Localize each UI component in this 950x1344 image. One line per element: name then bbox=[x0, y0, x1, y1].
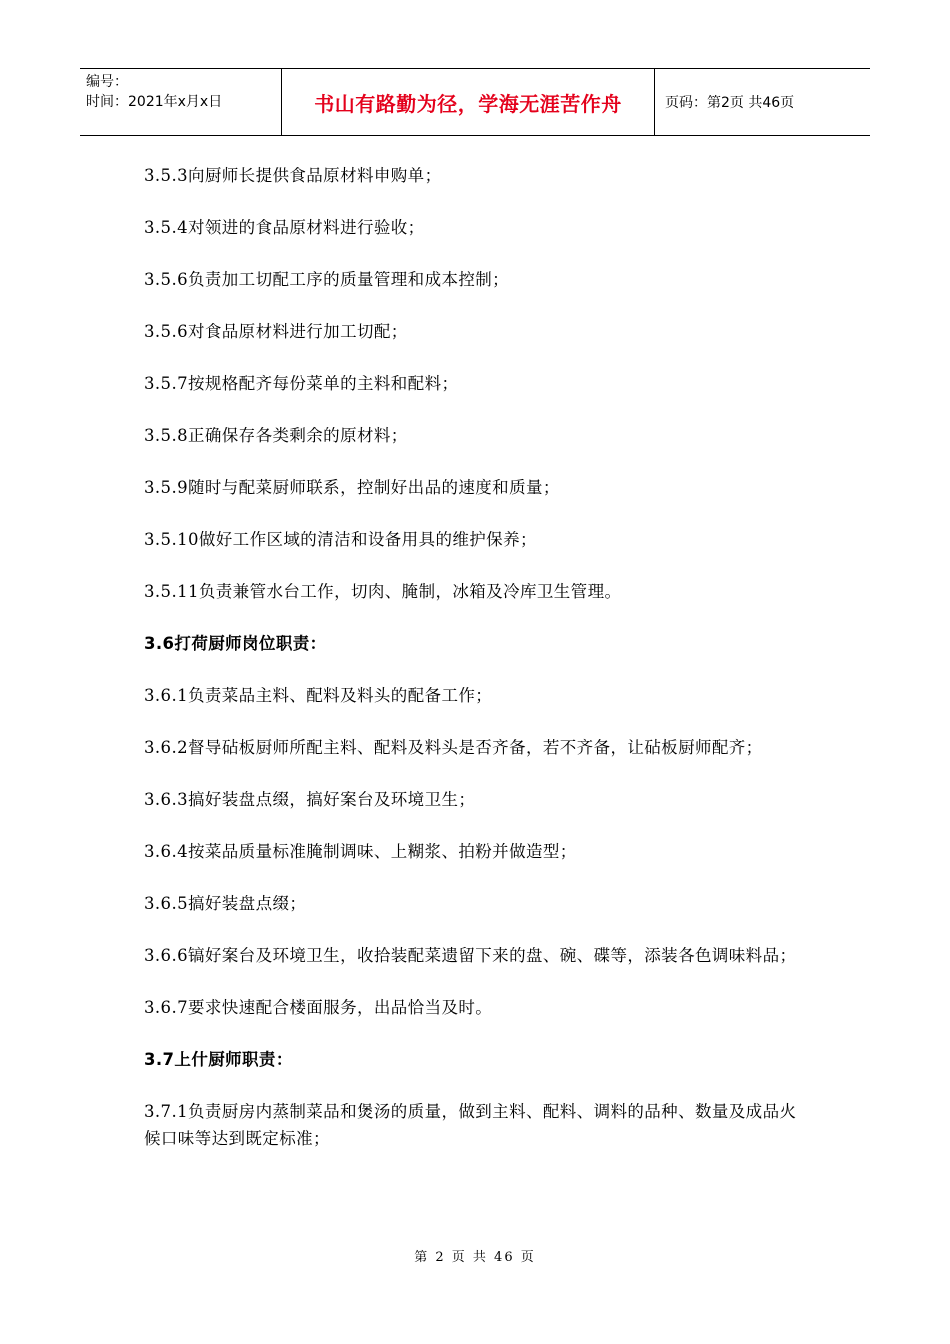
paragraph-3-6-6: 3.6.6镐好案台及环境卫生，收拾装配菜遗留下来的盘、碗、碟等，添装各色调味料品； bbox=[144, 946, 797, 965]
paragraph-3-6-5: 3.6.5搞好装盘点缀； bbox=[144, 894, 307, 913]
paragraph-3-5-6b: 3.5.6对食品原材料进行加工切配； bbox=[144, 322, 408, 341]
paragraph-3-6-4: 3.6.4按菜品质量标准腌制调味、上糊浆、拍粉并做造型； bbox=[144, 842, 577, 861]
paragraph-3-5-4: 3.5.4对领进的食品原材料进行验收； bbox=[144, 218, 425, 237]
paragraph-3-5-8: 3.5.8正确保存各类剩余的原材料； bbox=[144, 426, 408, 445]
paragraph-3-5-7: 3.5.7按规格配齐每份菜单的主料和配料； bbox=[144, 374, 459, 393]
paragraph-3-6-1: 3.6.1负责菜品主料、配料及料头的配备工作； bbox=[144, 686, 493, 705]
paragraph-3-5-10: 3.5.10做好工作区域的清洁和设备用具的维护保养； bbox=[144, 530, 537, 549]
header-meta bbox=[80, 69, 282, 135]
paragraph-3-6-7: 3.6.7要求快速配合楼面服务，出品恰当及时。 bbox=[144, 998, 493, 1017]
page-header bbox=[80, 68, 870, 136]
document-body bbox=[144, 162, 812, 1177]
page-footer: 第 2 页 共 46 页 bbox=[414, 1250, 536, 1265]
paragraph-3-5-11: 3.5.11负责兼管水台工作，切肉、腌制，冰箱及冷库卫生管理。 bbox=[144, 582, 622, 601]
paragraph-3-7-1: 3.7.1负责厨房内蒸制菜品和煲汤的质量，做到主料、配料、调料的品种、数量及成品火候口味等达到既定标准； bbox=[144, 1102, 797, 1148]
document-number-label: 编号： bbox=[86, 74, 128, 90]
header-page-info: 页码：第2页 共46页 bbox=[665, 95, 795, 111]
header-motto: 书山有路勤为径，学海无涯苦作舟 bbox=[282, 69, 655, 135]
document-date: 时间：2021年x月x日 bbox=[86, 94, 223, 110]
section-heading-3-7: 3.7上什厨师职责： bbox=[144, 1050, 293, 1069]
paragraph-3-5-6a: 3.5.6负责加工切配工序的质量管理和成本控制； bbox=[144, 270, 510, 289]
section-heading-3-6: 3.6打荷厨师岗位职责： bbox=[144, 634, 327, 653]
paragraph-3-5-3: 3.5.3向厨师长提供食品原材料申购单； bbox=[144, 166, 442, 185]
paragraph-3-5-9: 3.5.9随时与配菜厨师联系，控制好出品的速度和质量； bbox=[144, 478, 560, 497]
paragraph-3-6-3: 3.6.3搞好装盘点缀，搞好案台及环境卫生； bbox=[144, 790, 476, 809]
paragraph-3-6-2: 3.6.2督导砧板厨师所配主料、配料及料头是否齐备，若不齐备，让砧板厨师配齐； bbox=[144, 738, 763, 757]
